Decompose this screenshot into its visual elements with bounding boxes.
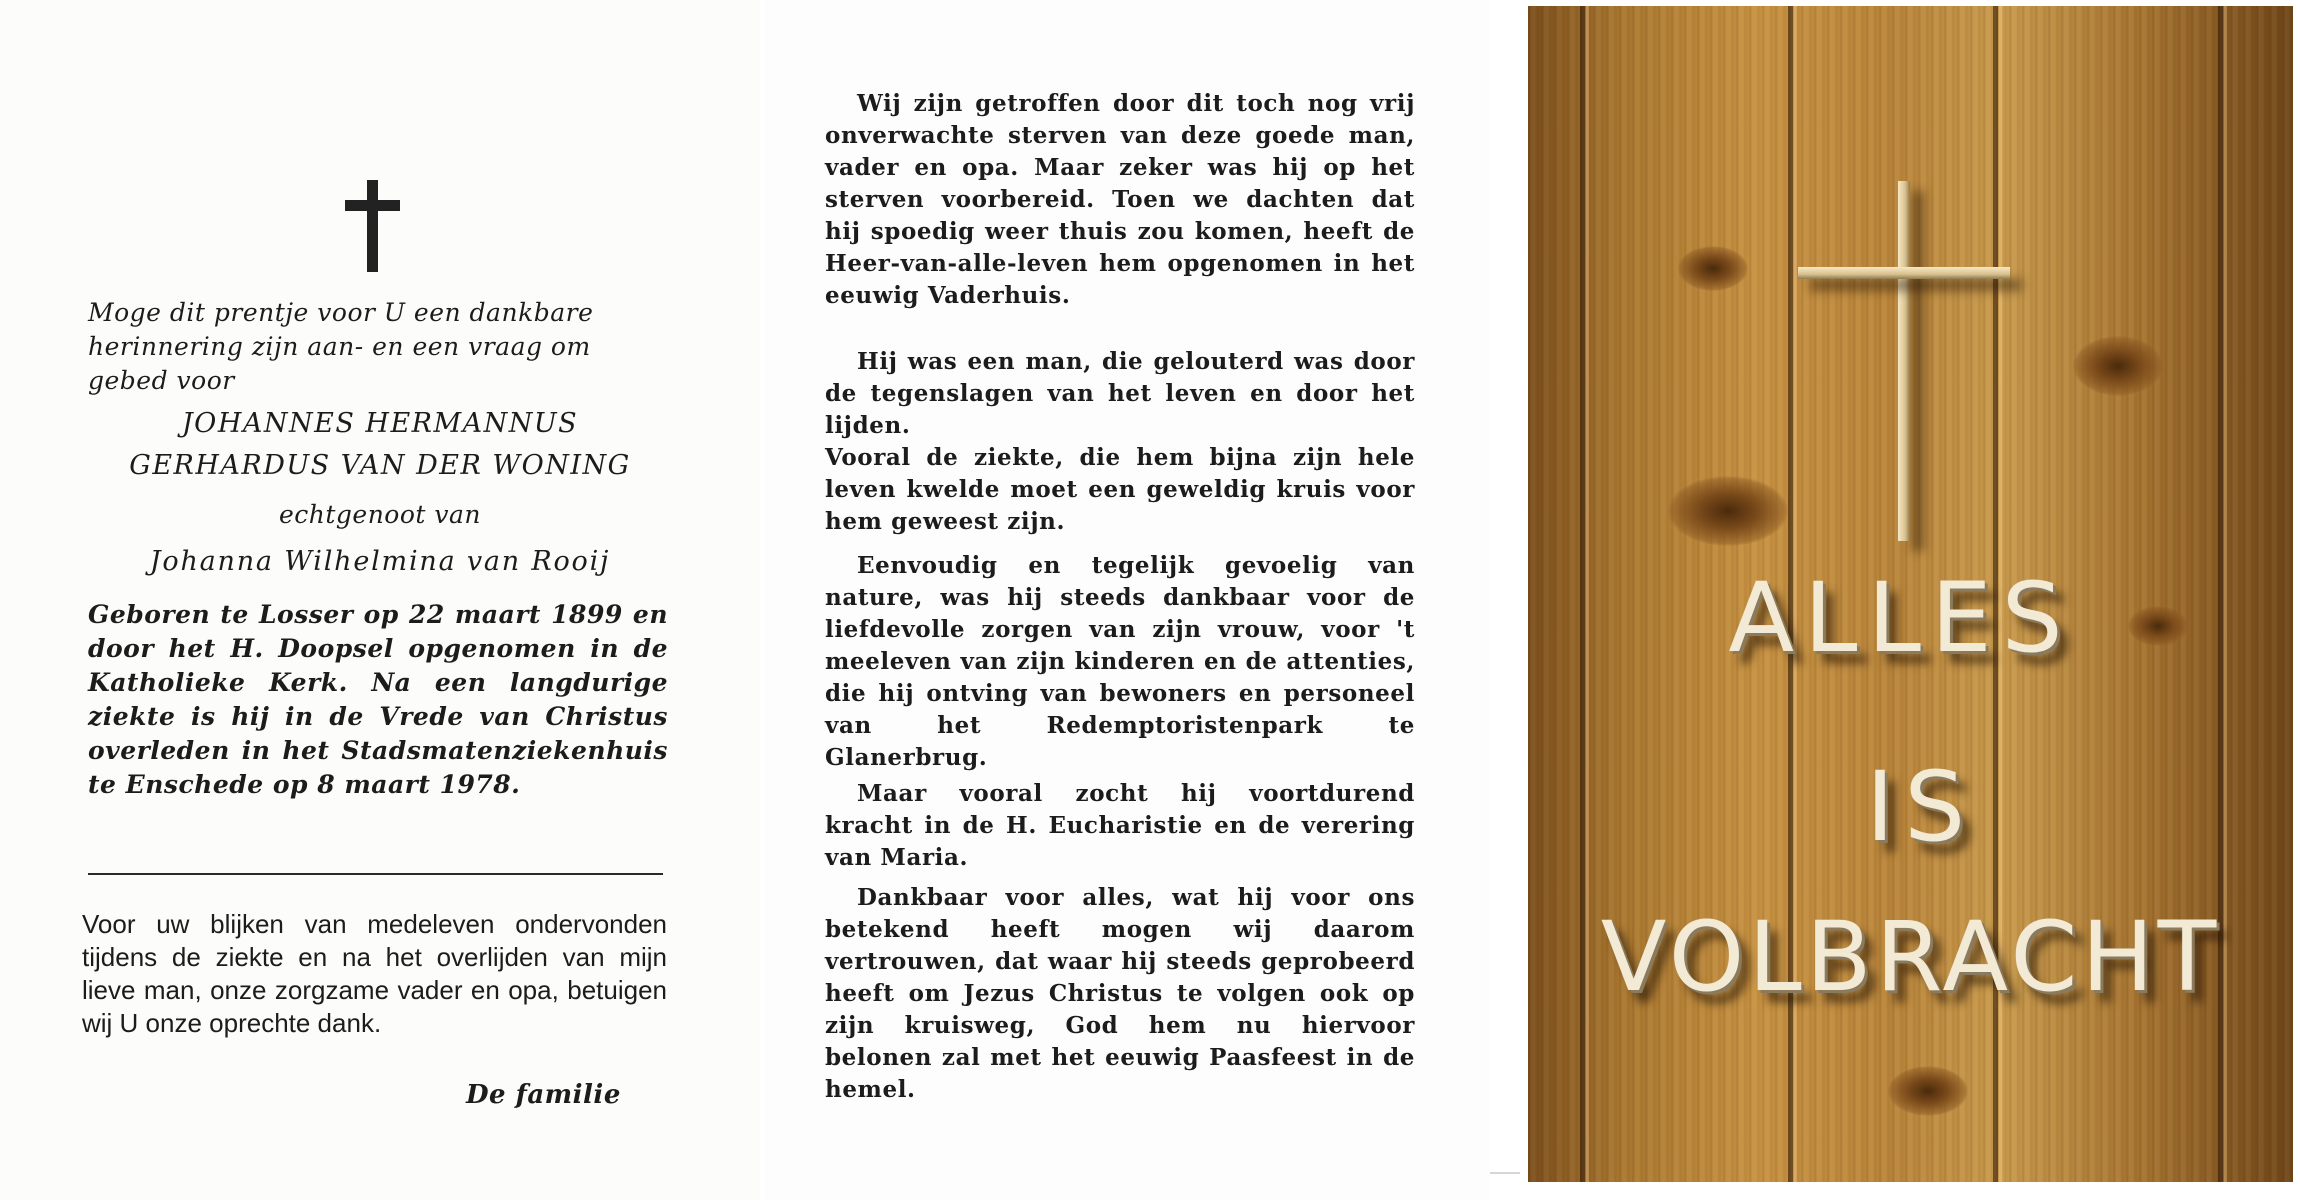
thanks-text: Voor uw blijken van medeleven ondervonden tijdens de ziekte en na het overlijden van mijn lieve man, onze zorgzame vader en opa, betuigen wij U onze oprechte dank. <box>82 909 667 1038</box>
gold-cross-icon <box>1798 181 2010 541</box>
paragraph: Maar vooral zocht hij voortdurend kracht in de H. Eucharistie en de verering van Maria. <box>825 780 1415 871</box>
paragraph: Dankbaar voor alles, wat hij voor ons betekend heeft mogen wij daarom vertrouwen, dat waar hij steeds geprobeerd heeft om Jezus Christus te volgen ook op zijn kruisweg, God hem nu hiervoor belonen zal met het eeuwig Paasfeest in de hemel. <box>825 884 1415 1103</box>
paragraph: Wij zijn getroffen door dit toch nog vrij onverwachte sterven van deze goede man, vader en opa. Maar zeker was hij op het sterven voorbereid. Toen we dachten dat hij spoedig weer thuis zou komen, heeft de Heer-van-alle-leven hem opgenomen in het eeuwig Vaderhuis. <box>825 90 1415 309</box>
left-panel <box>0 0 760 1200</box>
paragraph: Hij was een man, die gelouterd was door de tegenslagen van het leven en door het lijden. <box>825 348 1415 439</box>
deceased-name-line1: JOHANNES HERMANNUS <box>181 408 579 439</box>
cross-icon <box>345 180 400 272</box>
paragraph: Eenvoudig en tegelijk gevoelig van nature, was hij steeds dankbaar voor de liefdevolle zorgen van zijn vrouw, voor 't meeleven van zijn kinderen en de attenties, die hij ontving van bewoners en personeel van het Redemptoristenpark te Glanerbrug. <box>825 552 1415 771</box>
carved-word-alles: ALLES <box>1728 562 2073 674</box>
intro-text: Moge dit prentje voor U een dankbare herinnering zijn aan- en een vraag om gebed voor <box>88 298 594 395</box>
signature: De familie <box>466 1080 621 1110</box>
spouse-label: echtgenoot van <box>278 500 482 529</box>
middle-panel <box>765 0 1490 1200</box>
birth-death-text: Geboren te Losser op 22 maart 1899 en door het H. Doopsel opgenomen in de Katholieke Kerk. Na een langdurige ziekte is hij in de Vrede van Christus overleden in het Stadsmatenziekenhuis te Enschede op 8 maart 1978. <box>88 600 668 799</box>
carved-word-volbracht: VOLBRACHT <box>1600 901 2221 1013</box>
divider <box>88 873 663 875</box>
wood-image <box>1528 6 2293 1182</box>
spouse-name: Johanna Wilhelmina van Rooij <box>149 546 611 577</box>
deceased-name-line2: GERHARDUS VAN DER WONING <box>129 450 631 481</box>
paragraph: Vooral de ziekte, die hem bijna zijn hele leven kwelde moet een geweldig kruis voor hem geweest zijn. <box>825 444 1415 535</box>
carved-word-is: IS <box>1865 751 1976 863</box>
fold-mark <box>1490 1172 1520 1174</box>
